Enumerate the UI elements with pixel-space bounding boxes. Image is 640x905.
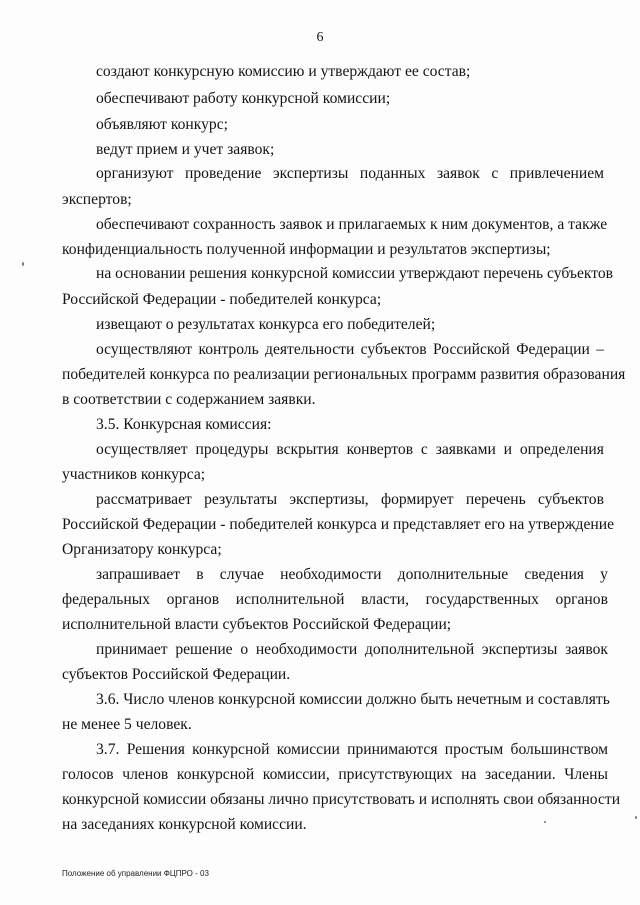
word: вскрытия	[276, 441, 339, 458]
scan-speck	[635, 816, 637, 819]
text-line: субъектов Российской Федерации.	[62, 666, 291, 683]
word: федеральных	[62, 591, 151, 608]
word: –	[596, 341, 604, 358]
word: 3.7.	[96, 741, 120, 758]
text-line: участников конкурса;	[62, 466, 206, 483]
text-line: экспертов;	[62, 191, 132, 208]
word: конкурсной	[192, 741, 270, 758]
word: конвертов	[346, 441, 414, 458]
word: о	[240, 641, 249, 658]
word: членов	[122, 766, 169, 783]
page-number: 6	[316, 30, 324, 45]
word: заявками	[435, 441, 496, 458]
text-line: на основании решения конкурсной комиссии утверждают перечень субъектов	[96, 265, 614, 282]
word: Решения	[126, 741, 185, 758]
word: комиссии,	[262, 766, 330, 783]
word: власти,	[361, 591, 409, 608]
text-line-justified	[96, 491, 604, 509]
word: заявок	[436, 165, 480, 182]
word: с	[491, 165, 499, 182]
word: необходимости	[280, 566, 382, 583]
text-line-justified	[96, 741, 608, 759]
word: определения	[519, 441, 604, 458]
text-line: обеспечивают сохранность заявок и прилагаемых к ним документов, а также	[96, 216, 608, 233]
word: случае	[219, 566, 264, 583]
text-line: создают конкурсную комиссию и утверждают ее состав;	[96, 63, 471, 80]
word: поданных	[359, 165, 426, 182]
word: голосов	[62, 766, 114, 783]
word: привлечением	[509, 165, 604, 182]
word: комиссии	[276, 741, 340, 758]
text-line: победителей конкурса по реализации региональных программ развития образования	[62, 366, 626, 383]
word: формирует	[380, 491, 454, 508]
word: государственных	[425, 591, 539, 608]
word: на	[461, 766, 477, 783]
word: осуществляют	[96, 341, 193, 358]
word: необходимости	[255, 641, 358, 658]
text-line: ведут прием и учет заявок;	[96, 141, 275, 158]
word: Федерации	[516, 341, 590, 358]
word: запрашивает	[96, 566, 181, 583]
word: рассматривает	[96, 491, 192, 508]
text-line: объявляют конкурс;	[96, 116, 228, 133]
word: органов	[555, 591, 608, 608]
text-line: на заседаниях конкурсной комиссии.	[62, 816, 307, 833]
word: экспертизы	[272, 165, 349, 182]
word: осуществляет	[96, 441, 188, 458]
word: результаты	[204, 491, 278, 508]
word: простым	[444, 741, 504, 758]
word: большинством	[510, 741, 608, 758]
text-line-justified	[96, 566, 608, 584]
word: процедуры	[195, 441, 269, 458]
word: контроль	[198, 341, 259, 358]
word: экспертизы	[481, 641, 558, 658]
word: дополнительной	[364, 641, 475, 658]
word: органов	[166, 591, 220, 608]
word: и	[503, 441, 513, 458]
text-line-justified	[96, 441, 604, 459]
scan-speck	[544, 821, 546, 823]
word: заседании.	[484, 766, 556, 783]
text-line: конфиденциальность полученной информации и результатов экспертизы;	[62, 241, 551, 258]
word: решение	[175, 641, 233, 658]
word: субъектов	[360, 341, 427, 358]
word: субъектов	[537, 491, 604, 508]
word: Члены	[564, 766, 608, 783]
word: принимаются	[347, 741, 438, 758]
text-line: в соответствии с содержанием заявки.	[62, 391, 316, 408]
word: в	[196, 566, 204, 583]
word: принимает	[96, 641, 168, 658]
word: деятельности	[265, 341, 355, 358]
text-line: не менее 5 человек.	[62, 716, 192, 733]
word: присутствующих	[338, 766, 453, 783]
text-line: конкурсной комиссии обязаны лично присутствовать и исполнять свои обязанности	[62, 791, 621, 808]
text-line-justified	[96, 641, 608, 659]
word: перечень	[465, 491, 526, 508]
scan-speck	[22, 262, 24, 266]
word: экспертизы,	[289, 491, 369, 508]
word: исполнительной	[235, 591, 345, 608]
document-footer: Положение об управлении ФЦПРО - 03	[62, 869, 209, 878]
text-line: извещают о результатах конкурса его победителей;	[96, 316, 436, 333]
text-line-justified	[62, 766, 608, 784]
section-heading: 3.5. Конкурсная комиссия:	[96, 416, 272, 433]
word: у	[600, 566, 608, 583]
text-line: Российской Федерации - победителей конкурса;	[62, 291, 382, 308]
word: заявок	[565, 641, 608, 658]
text-line: Организатору конкурса;	[62, 541, 222, 558]
word: сведения	[524, 566, 584, 583]
text-line-justified	[62, 591, 608, 609]
word: организуют	[96, 165, 174, 182]
word: дополнительные	[397, 566, 509, 583]
text-line: Российской Федерации - победителей конкурса и представляет его на утверждение	[62, 516, 614, 533]
text-line: исполнительной власти субъектов Российской Федерации;	[62, 616, 452, 633]
text-line: 3.6. Число членов конкурсной комиссии должно быть нечетным и составлять	[96, 691, 610, 708]
word: Российской	[432, 341, 510, 358]
text-line-justified	[96, 165, 604, 183]
word: проведение	[185, 165, 262, 182]
word: с	[420, 441, 428, 458]
word: конкурсной	[176, 766, 255, 783]
text-line-justified	[96, 341, 604, 359]
text-line: обеспечивают работу конкурсной комиссии;	[96, 90, 391, 107]
